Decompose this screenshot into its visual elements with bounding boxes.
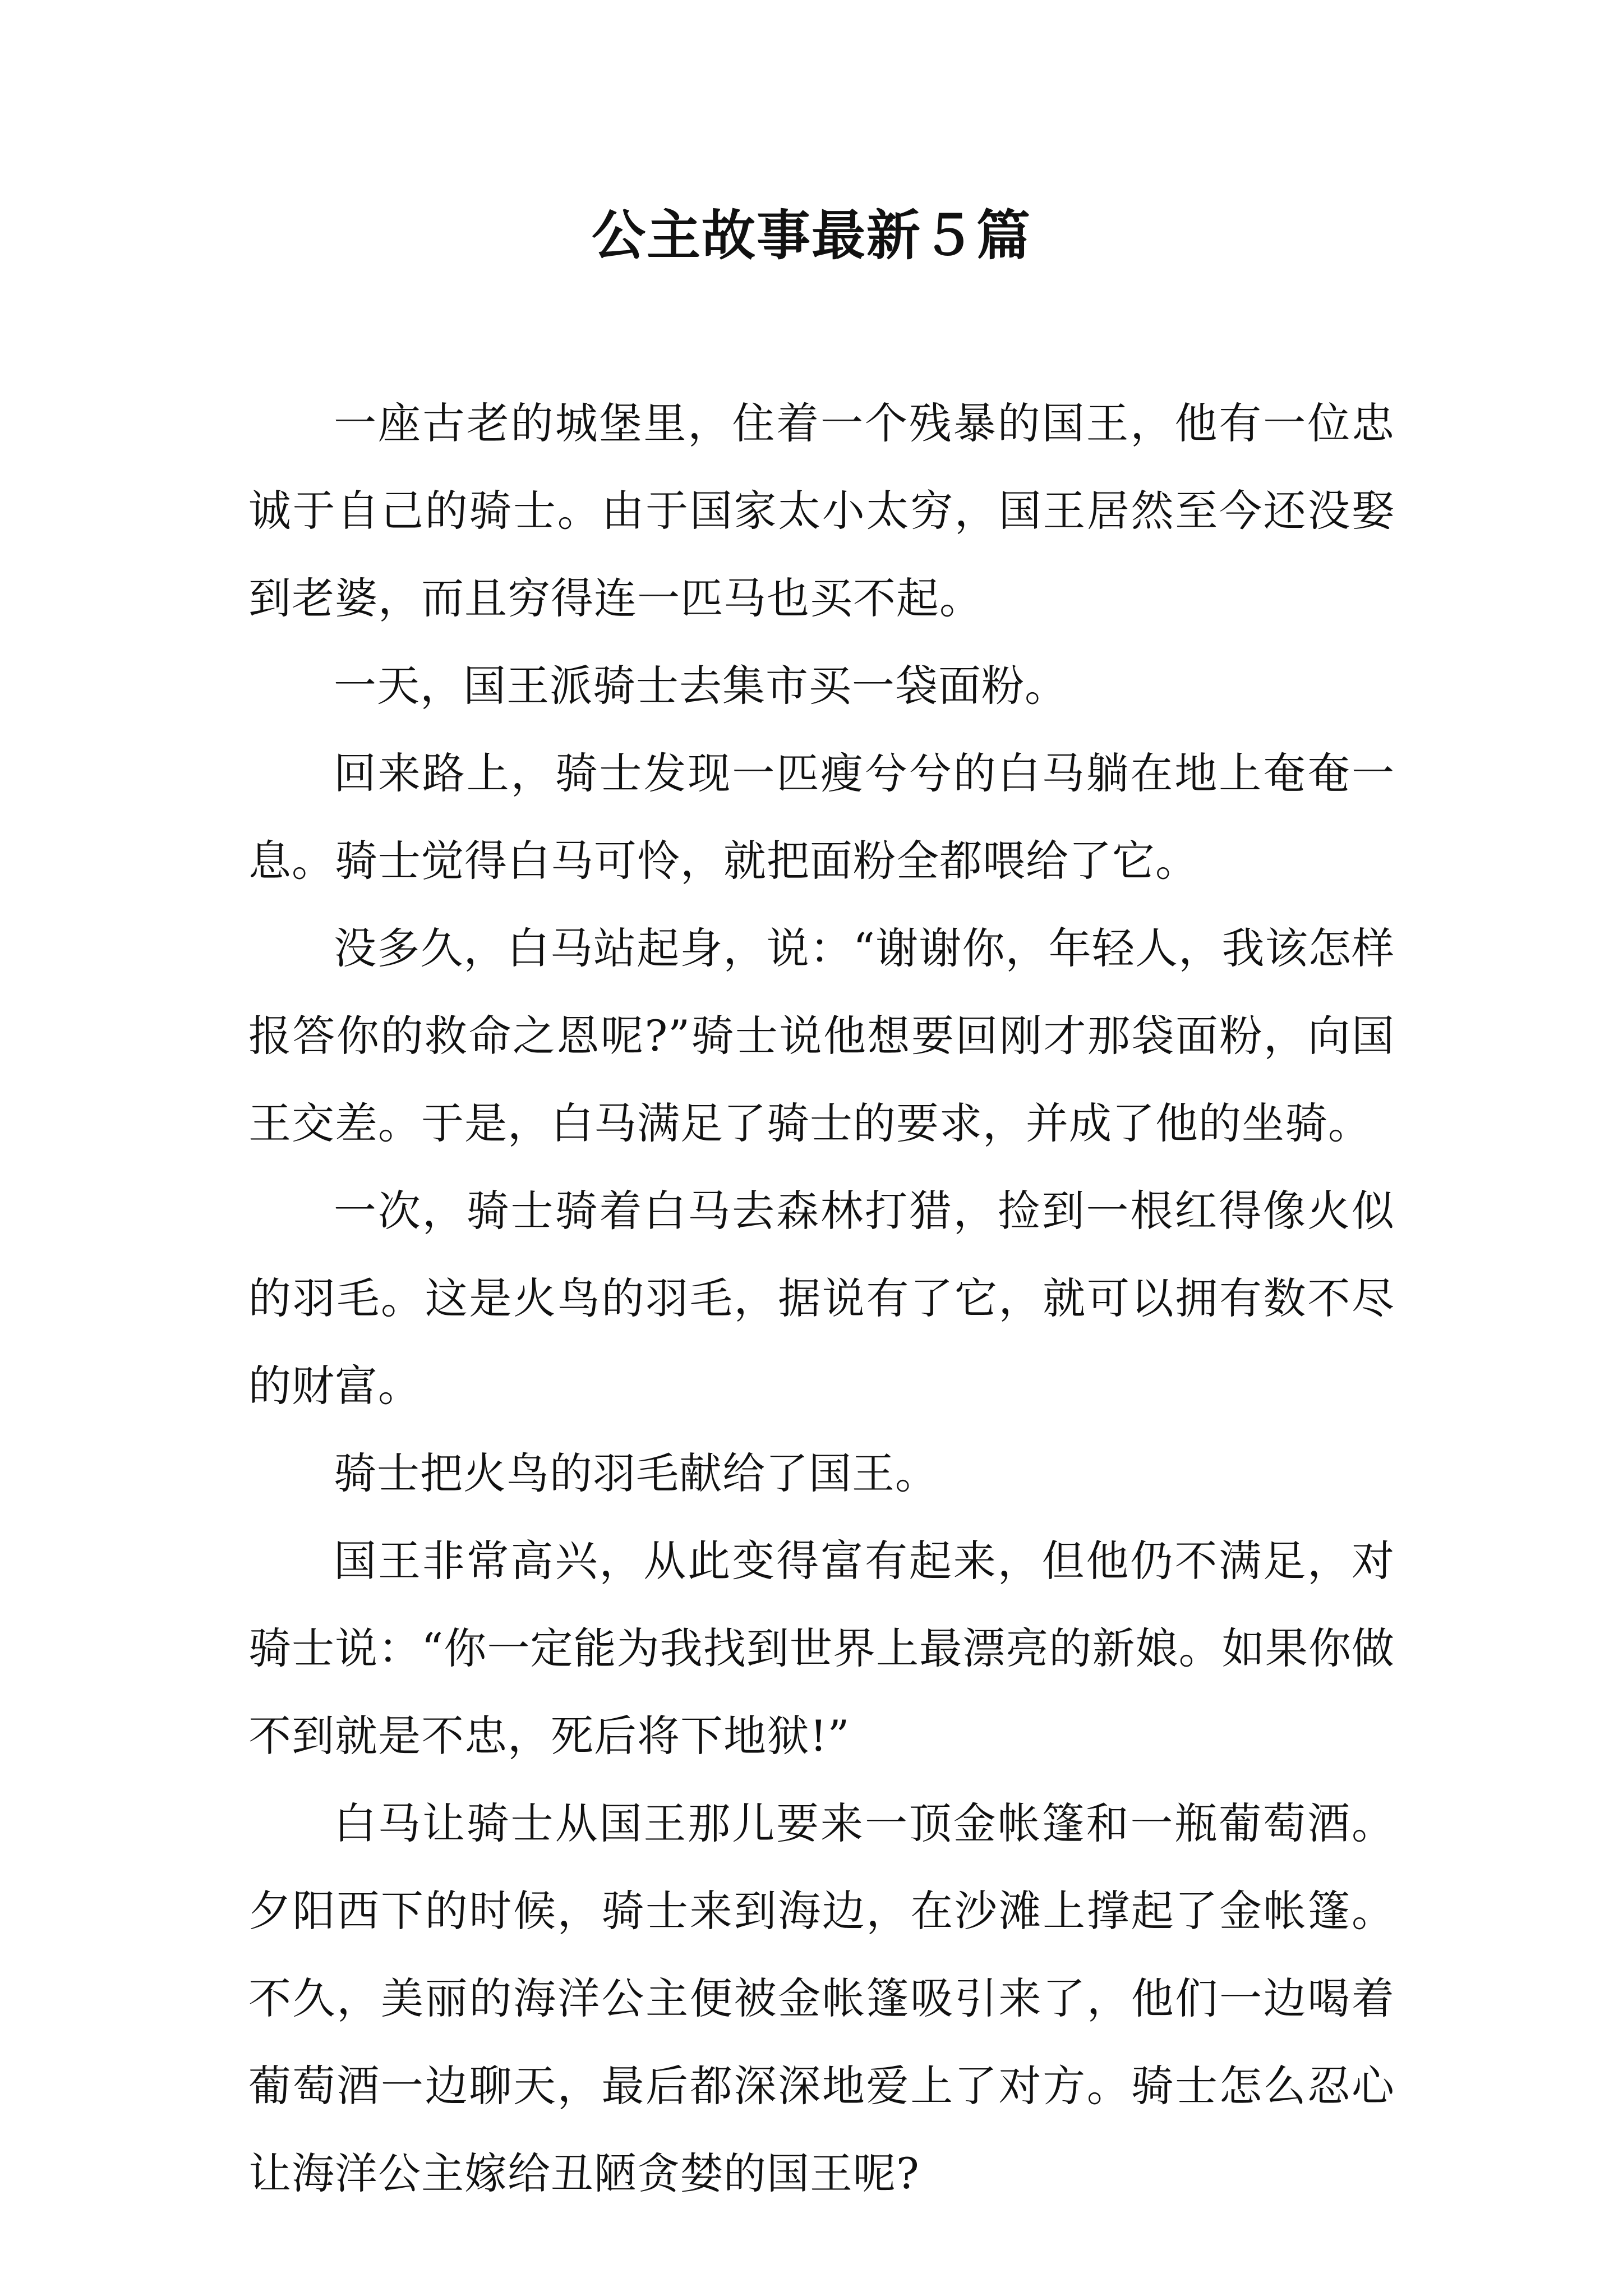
paragraph: 一天，国王派骑士去集市买一袋面粉。 — [334, 661, 1068, 711]
paragraph: 白马让骑士从国王那儿要来一顶金帐篷和一瓶葡萄酒。夕阳西下的时候，骑士来到海边，在沙滩上撑起了金帐篷。不久，美丽的海洋公主便被金帐篷吸引来了，他们一边喝着葡萄酒一边聊天，最后都深深地爱上了对方。骑士怎么忍心让海洋公主嫁给丑陋贪婪的国王呢? — [248, 1798, 1395, 2198]
paragraph: 骑士把火鸟的羽毛献给了国王。 — [334, 1448, 938, 1498]
document-title: 公主故事最新５篇 — [592, 204, 1031, 267]
paragraph: 回来路上，骑士发现一匹瘦兮兮的白马躺在地上奄奄一息。骑士觉得白马可怜，就把面粉全都喂给了它。 — [248, 748, 1395, 886]
document-body — [248, 380, 1395, 2217]
paragraph: 没多久，白马站起身，说：“谢谢你，年轻人，我该怎样报答你的救命之恩呢?”骑士说他想要回刚才那袋面粉，向国王交差。于是，白马满足了骑士的要求，并成了他的坐骑。 — [248, 923, 1395, 1148]
paragraph: 一座古老的城堡里，住着一个残暴的国王，他有一位忠诚于自己的骑士。由于国家太小太穷，国王居然至今还没娶到老婆，而且穷得连一匹马也买不起。 — [248, 398, 1395, 623]
paragraph: 国王非常高兴，从此变得富有起来，但他仍不满足，对骑士说：“你一定能为我找到世界上最漂亮的新娘。如果你做不到就是不忠，死后将下地狱!” — [248, 1536, 1395, 1761]
paragraph: 一次，骑士骑着白马去森林打猎，捡到一根红得像火似的羽毛。这是火鸟的羽毛，据说有了它，就可以拥有数不尽的财富。 — [248, 1186, 1395, 1411]
